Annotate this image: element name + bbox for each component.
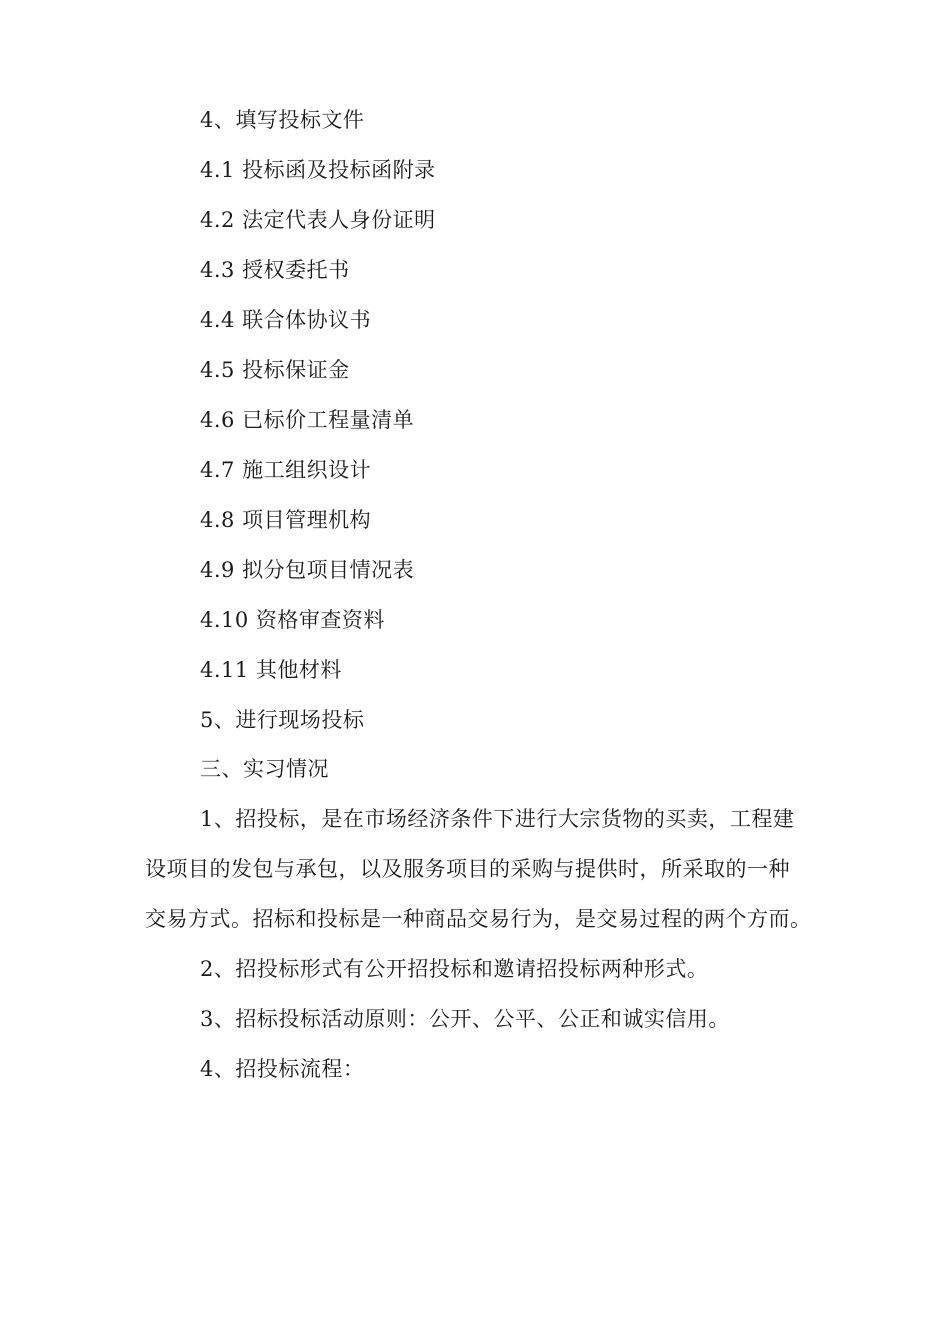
paragraph-3: 3、招标投标活动原则：公开、公平、公正和诚实信用。	[200, 1007, 730, 1031]
item-construction-design: 4.7 施工组织设计	[200, 458, 372, 482]
paragraph-2: 2、招投标形式有公开招投标和邀请招投标两种形式。	[200, 957, 709, 981]
paragraph-4: 4、招投标流程：	[200, 1057, 365, 1081]
item-subcontract-table: 4.9 拟分包项目情况表	[200, 558, 415, 582]
item-project-management: 4.8 项目管理机构	[200, 508, 372, 532]
item-bid-letter: 4.1 投标函及投标函附录	[200, 158, 436, 182]
paragraph-1-line-3: 交易方式。招标和投标是一种商品交易行为，是交易过程的两个方而。	[145, 907, 812, 931]
item-fill-bid-documents: 4、填写投标文件	[200, 108, 365, 132]
item-legal-rep-id: 4.2 法定代表人身份证明	[200, 208, 436, 232]
item-qualification-materials: 4.10 资格审查资料	[200, 608, 385, 632]
item-consortium-agreement: 4.4 联合体协议书	[200, 308, 372, 332]
item-other-materials: 4.11 其他材料	[200, 658, 342, 682]
section-heading: 三、实习情况	[200, 757, 329, 781]
item-on-site-bidding: 5、进行现场投标	[200, 708, 365, 732]
paragraph-1-line-1: 1、招投标，是在市场经济条件下进行大宗货物的买卖，工程建	[200, 807, 795, 831]
item-priced-bill-of-quantities: 4.6 已标价工程量清单	[200, 408, 415, 432]
item-power-of-attorney: 4.3 授权委托书	[200, 258, 350, 282]
paragraph-1-line-2: 设项目的发包与承包，以及服务项目的采购与提供时，所采取的一种	[145, 857, 790, 881]
item-bid-bond: 4.5 投标保证金	[200, 358, 350, 382]
